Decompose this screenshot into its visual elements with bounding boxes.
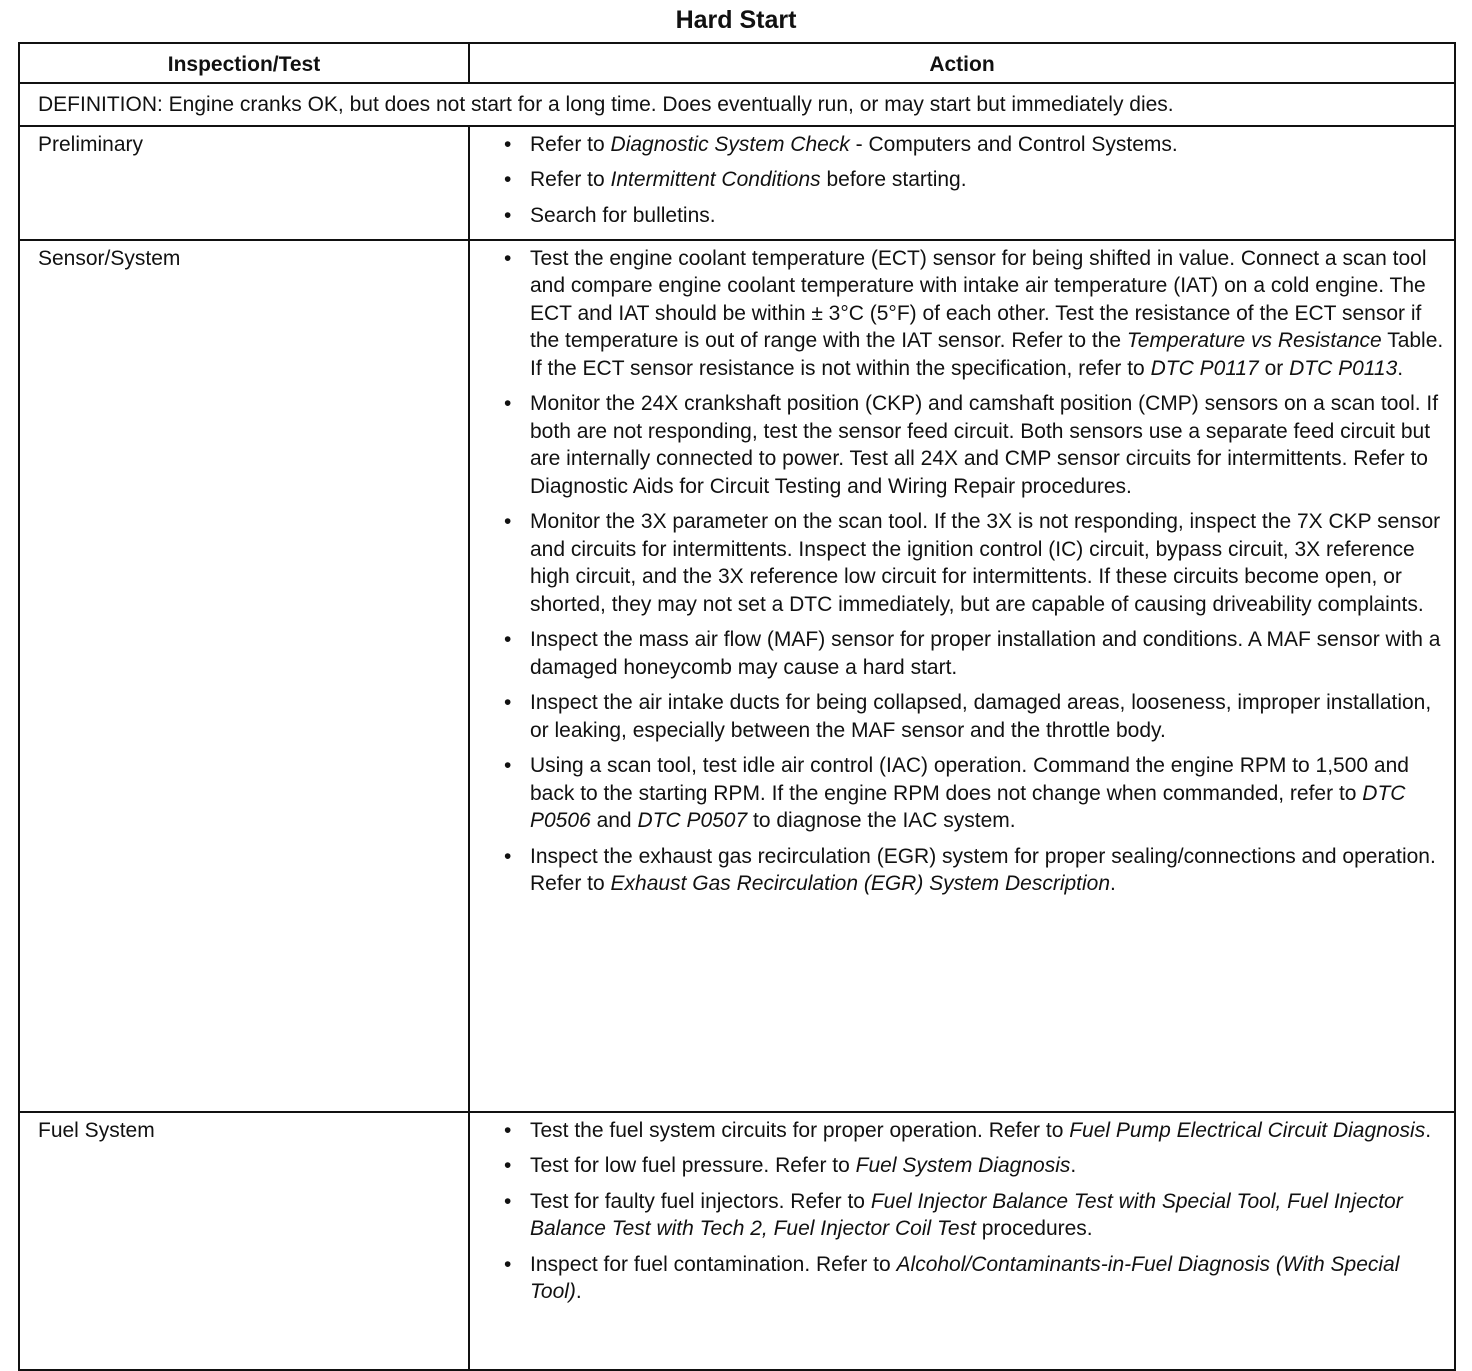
bullet-icon: • — [504, 132, 512, 156]
bullet-icon: • — [504, 628, 512, 651]
page-title: Hard Start — [675, 6, 797, 34]
action-item — [504, 202, 1444, 230]
bullet-icon: • — [504, 1154, 512, 1177]
bullet-icon: • — [504, 691, 512, 714]
row-actions-preliminary — [469, 126, 1455, 240]
action-item — [504, 1117, 1444, 1145]
table-row — [19, 126, 1455, 240]
action-item — [504, 843, 1444, 898]
row-label-preliminary: Preliminary — [19, 126, 469, 240]
action-text: . — [1425, 1118, 1432, 1142]
action-text: . — [1070, 1154, 1077, 1177]
action-list — [504, 131, 1444, 230]
bullet-icon: • — [504, 1189, 512, 1213]
action-text: . — [575, 1280, 582, 1303]
reference-text: Temperature vs Resistance — [1126, 329, 1382, 352]
action-item — [504, 1251, 1444, 1306]
action-text: Test the fuel system circuits for proper operation. Refer to — [530, 1118, 1070, 1142]
action-text: Search for bulletins. — [530, 203, 716, 227]
action-item — [504, 752, 1444, 835]
bullet-icon: • — [504, 246, 512, 270]
action-item — [504, 626, 1444, 681]
action-item — [504, 245, 1444, 383]
definition-row — [19, 83, 1455, 126]
bullet-icon: • — [504, 203, 512, 227]
reference-text: Alcohol/Contaminants-in-Fuel Diagnosis (With Special Tool) — [530, 1252, 1400, 1303]
action-text: Test the engine coolant temperature (ECT) sensor for being shifted in value. Connect a scan tool and compare engine coolant temperature with intake air temperature (IAT) on a cold engine. The ECT and IAT should be within ± 3°C (5°F) of each other. Test the resistance of the ECT sensor if the temperature is out of range with the IAT sensor. Refer to the — [530, 246, 1427, 352]
action-item — [504, 1188, 1444, 1243]
reference-text: DTC P0117 — [1150, 356, 1259, 380]
action-text: Refer to — [530, 132, 611, 156]
reference-text: Exhaust Gas Recirculation (EGR) System Description — [610, 872, 1111, 895]
action-text: Monitor the 24X crankshaft position (CKP) and camshaft position (CMP) sensors on a scan tool. If both are not responding, test the sensor feed circuit. Both sensors use a separate feed circuit but are internally connected to power. Test all 24X and CMP sensor circuits for intermittents. Refer to Diagnostic Aids for Circuit Testing and Wiring Repair procedures. — [530, 392, 1439, 498]
row-actions-fuel-system — [469, 1112, 1455, 1370]
bullet-icon: • — [504, 844, 512, 868]
row-label-sensor-system: Sensor/System — [19, 240, 469, 1112]
action-text: Test for faulty fuel injectors. Refer to — [530, 1189, 871, 1213]
action-text: Inspect the mass air flow (MAF) sensor for proper installation and conditions. A MAF sensor with a damaged honeycomb may cause a hard start. — [530, 628, 1441, 679]
table-row — [19, 240, 1455, 1112]
reference-text: DTC P0113 — [1289, 356, 1398, 380]
bullet-icon: • — [504, 1118, 512, 1142]
action-text: Refer to — [530, 168, 611, 191]
table-header-row — [19, 43, 1455, 83]
action-list — [504, 245, 1444, 898]
action-text: Inspect for fuel contamination. Refer to — [530, 1252, 897, 1276]
reference-text: DTC P0506 — [530, 781, 1406, 832]
action-text: procedures. — [975, 1217, 1093, 1240]
reference-text: Fuel Injector Balance Test with Special Tool, Fuel Injector Balance Test with Tech 2, Fuel Injector Coil Test — [530, 1189, 1403, 1240]
row-actions-sensor-system — [469, 240, 1455, 1112]
action-text: and — [590, 809, 638, 832]
action-text: - Computers and Control Systems. — [849, 132, 1178, 156]
action-item — [504, 131, 1444, 159]
bullet-icon: • — [504, 510, 512, 533]
action-text: . — [1397, 356, 1404, 380]
action-item — [504, 390, 1444, 500]
action-text: Test for low fuel pressure. Refer to — [530, 1154, 856, 1177]
reference-text: DTC P0507 — [637, 809, 748, 832]
column-header-inspection: Inspection/Test — [19, 43, 469, 83]
action-item — [504, 508, 1444, 618]
reference-text: Fuel System Diagnosis — [855, 1154, 1071, 1177]
column-header-action: Action — [469, 43, 1455, 83]
reference-text: Diagnostic System Check — [610, 132, 850, 156]
action-text: Monitor the 3X parameter on the scan tool. If the 3X is not responding, inspect the 7X CKP sensor and circuits for intermittents. Inspect the ignition control (IC) circuit, bypass circuit, 3X reference high circuit, and the 3X reference low circuit for intermittents. If these circuits become open, or shorted, they may not set a DTC immediately, but are capable of causing driveability complaints. — [530, 510, 1441, 616]
bullet-icon: • — [504, 1252, 512, 1276]
action-text: Using a scan tool, test idle air control (IAC) operation. Command the engine RPM to 1,500 and back to the starting RPM. If the engine RPM does not change when commanded, refer to — [530, 754, 1409, 805]
action-list — [504, 1117, 1444, 1306]
action-item — [504, 689, 1444, 744]
bullet-icon: • — [504, 754, 512, 777]
action-text: Inspect the air intake ducts for being collapsed, damaged areas, looseness, improper installation, or leaking, especially between the MAF sensor and the throttle body. — [530, 691, 1432, 742]
action-text: Table. If the ECT sensor resistance is not within the specification, refer to — [530, 329, 1444, 380]
action-item — [504, 166, 1444, 194]
action-text: to diagnose the IAC system. — [747, 809, 1016, 832]
row-label-fuel-system: Fuel System — [19, 1112, 469, 1370]
bullet-icon: • — [504, 392, 512, 415]
action-text: or — [1258, 356, 1290, 380]
reference-text: Fuel Pump Electrical Circuit Diagnosis — [1069, 1118, 1426, 1142]
bullet-icon: • — [504, 168, 512, 191]
action-text: Inspect the exhaust gas recirculation (EGR) system for proper sealing/connections and operation. Refer to — [530, 844, 1436, 895]
table-row — [19, 1112, 1455, 1370]
definition-text: DEFINITION: Engine cranks OK, but does not start for a long time. Does eventually run, or may start but immediately dies. — [19, 83, 1455, 126]
action-text: . — [1110, 872, 1116, 895]
action-text: before starting. — [820, 168, 967, 191]
diagnostic-table — [18, 42, 1456, 1371]
reference-text: Intermittent Conditions — [610, 168, 821, 191]
action-item — [504, 1152, 1444, 1180]
